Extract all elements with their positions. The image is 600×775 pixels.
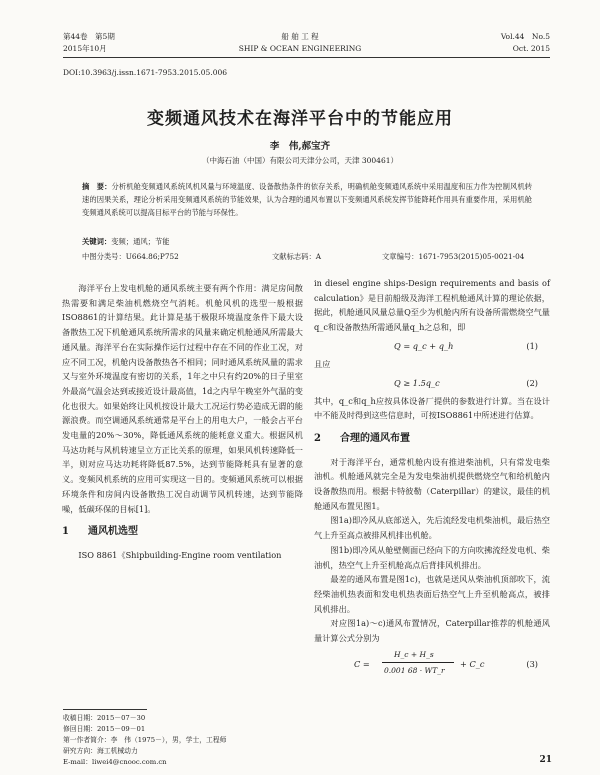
- section-2-heading: [314, 432, 550, 447]
- revised-date: 修回日期：2015－09－01: [63, 725, 146, 733]
- received-date: 收稿日期：2015－07－30: [63, 714, 146, 722]
- iso-paragraph: in diesel engine ships-Design requirements and basis of calculation》是目前船级及海洋工程机舱通风计算的理论依据，据此，机舱通风风量总量Q至少为机舱内所有设备所需燃烧空气量q_c和设备散热所需通风量q_h之总和，即: [314, 278, 550, 333]
- equation-3-number: (3): [526, 658, 538, 669]
- keywords-text: 变频；通风；节能: [111, 237, 170, 246]
- header-journal-en: SHIP & OCEAN ENGINEERING: [238, 44, 362, 53]
- intro-paragraph: 海洋平台上发电机舱的通风系统主要有两个作用：满足房间散热需要和满足柴油机燃烧空气消耗。机舱风机的选型一般根据ISO8861的计算结果。此计算是基于极限环境温度条件下最大设备散热工况下机舱通风系统所需求的风量来确定机舱通风所需最大通风量。海洋平台在实际操作运行过程中存在不同的作业工况，对应不同工况，机舱内设备散热各不相同；同时通风系统风量的需求又与室外环境温度有密切的关系，1年之中只有约20%的日子里室外最高气温会达到或接近设计最高值，1d之内早午晚室外气温的变化也很大。如果始终让风机按设计最大工况运行势必造成无谓的能源浪费。而空调通风系统通常是平台上的用电大户，一般会占平台发电量的20%～30%，降低通风系统的能耗意义重大。根据风机马达功耗与风机转速呈立方正比关系的原理，如果风机转速降低一半，则对应马达功耗将降低87.5%，达到节能降耗具有显著的意义。变频风机系统的应用可实现这一目的。变频通风系统可以根据环境条件和房间内设备散热工况自动调节风机转速，达到节能降噪，低碳环保的目标[1]。: [62, 283, 303, 514]
- figure-1b-paragraph: 图1b)即冷风从舱壁侧面已经向下的方向吹拂流经发电机、柴油机，热空气上升至机舱高点后背排风机排出。: [314, 544, 550, 570]
- equation-3-numerator: H_c + H_s: [394, 649, 434, 659]
- equation-2-number: (2): [526, 377, 538, 388]
- affiliation: （中海石油（中国）有限公司天津分公司，天津 300461）: [201, 156, 398, 165]
- footnote-rule: [63, 709, 147, 710]
- equation-1: [314, 335, 550, 357]
- keywords-label: 关键词：: [82, 237, 112, 246]
- abstract-label: 摘 要：: [82, 182, 112, 191]
- equation-2: [314, 372, 550, 394]
- equation-2-formula: Q ≥ 1.5q_c: [394, 377, 440, 388]
- section-1-title: 通风机选型: [88, 526, 138, 538]
- equation-label: 且应: [314, 358, 331, 369]
- section-1-paragraph: ISO 8861《Shipbuilding-Engine room ventilation: [78, 549, 282, 560]
- header-journal-cn: 船 舶 工 程: [281, 32, 319, 41]
- equation-3-tail: + C_c: [460, 658, 485, 669]
- right-column: [314, 276, 550, 678]
- header-date-cn: 2015年10月: [63, 44, 107, 53]
- figure-1a-paragraph: 图1a)即冷风从底部送入，先后流经发电机柴油机，最后热空气上升至高点被排风机排出机舱。: [314, 515, 550, 541]
- abstract-text: 分析机舱变频通风系统风机风量与环境温度、设备散热条件的依存关系，明确机舱变频通风系统中采用温度和压力作为控制风机转速的因果关系，理论分析采用变频通风系统的节能效果，认为合理的通风布置以下变频通风系统发挥节能降耗作用具有重要作用，采用机舱变频通风系统可以提高目标平台的节能与环保性。: [82, 182, 532, 218]
- article-number: 文章编号：1671-7953(2015)05-0021-04: [382, 252, 525, 261]
- page-number: 21: [539, 755, 552, 765]
- section-2-title: 合理的通风布置: [340, 432, 410, 444]
- header-volume-en: Vol.44 No.5: [500, 32, 550, 41]
- abstract: [82, 180, 532, 220]
- footnote: [63, 713, 263, 768]
- parameter-paragraph: 其中，q_c和q_h应按具体设备厂提供的参数进行计算。当在设计中不能及时得到这些信息时，可按ISO8861中所述进行估算。: [314, 395, 550, 421]
- article-title: 变频通风技术在海洋平台中的节能应用: [147, 109, 453, 129]
- equation-3-fraction-bar: [382, 662, 454, 663]
- equation-1-formula: Q = q_c + q_h: [394, 340, 454, 351]
- research-field: 研究方向：海工机械动力: [63, 747, 138, 755]
- keywords: [82, 237, 170, 247]
- author-email: E-mail：liwei4@cnooc.com.cn: [63, 758, 167, 766]
- doi: DOI:10.3963/j.issn.1671-7953.2015.05.006: [63, 68, 228, 77]
- header-volume-cn: 第44卷 第5期: [63, 32, 115, 41]
- section-2-number: 2: [314, 432, 321, 444]
- doc-code: 文献标志码：A: [272, 252, 322, 261]
- equation-1-number: (1): [526, 340, 538, 351]
- header-date-en: Oct. 2015: [512, 44, 550, 53]
- formula-intro-paragraph: 对应图1a)～c)通风布置情况，Caterpillar推荐的机舱通风量计算公式分别为: [314, 618, 550, 644]
- equation-3: [314, 648, 550, 678]
- section-1-heading: [62, 525, 303, 540]
- left-column: [62, 281, 303, 563]
- equation-3-lhs: C =: [354, 658, 370, 669]
- section-1-number: 1: [62, 526, 69, 538]
- authors: 李 伟,郝宝齐: [269, 141, 331, 152]
- equation-3-denominator: 0.001 68 · WT_r: [384, 665, 445, 675]
- figure-1c-paragraph: 最差的通风布置是图1c)，也就是送风从柴油机顶部吹下，流经柴油机热表面和发电机热表面后热空气上升至机舱高点，被排风机排出。: [314, 574, 550, 614]
- clc-number: 中图分类号：U664.86;P752: [82, 252, 179, 261]
- author-bio: 第一作者简介：李 伟（1975－），男，学士，工程师: [63, 736, 227, 744]
- header-rule: [63, 57, 550, 58]
- layout-paragraph: 对于海洋平台，通常机舱内设有推进柴油机，只有常发电柴油机。机舱通风就完全是为发电柴油机提供燃烧空气和给机舱内设备散热而用。根据卡特彼勒（Caterpillar）的建议，最佳的机舱通风布置见图1。: [314, 456, 550, 511]
